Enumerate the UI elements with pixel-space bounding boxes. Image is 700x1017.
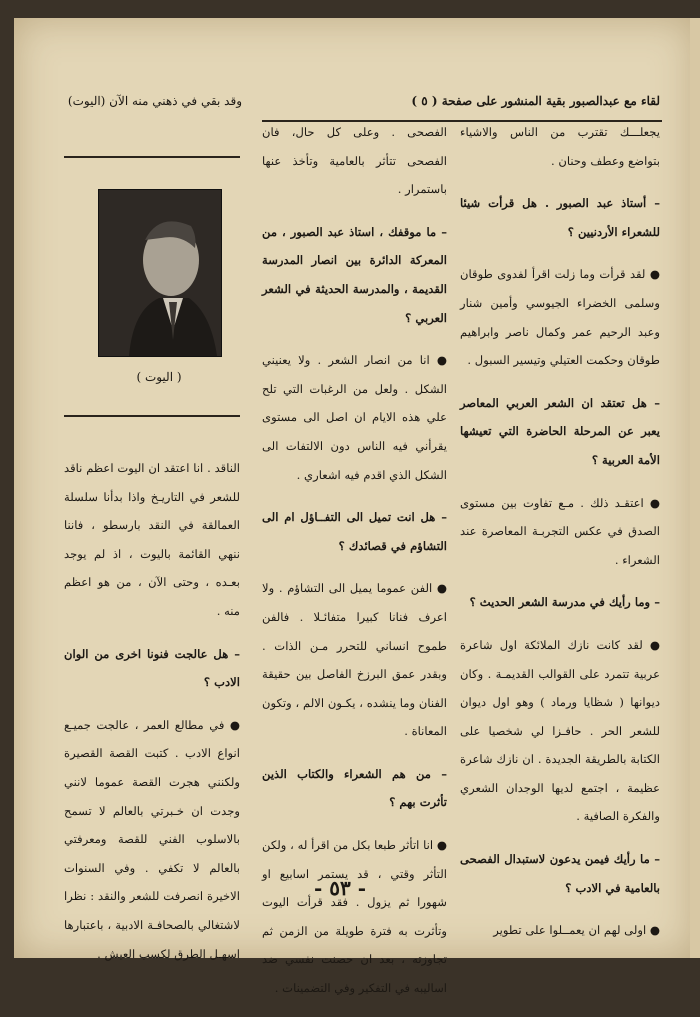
page-edge	[690, 18, 700, 958]
left-col-p0: الناقد . انا اعتقد ان اليوت اعظم ناقد للشعر في التاريـخ واذا بدأنا سلسلة العمالقة في النقد بارسطو ، فاننا ننهي القائمة باليوت ، اذ لم يوجد بعـده ، وحتى الآن ، من هو اعظم منه .	[64, 461, 240, 618]
portrait-photo	[98, 189, 222, 357]
right-col-question-3: – وما رأيك في مدرسة الشعر الحديث ؟	[469, 595, 660, 610]
left-column-rule-top	[64, 156, 240, 158]
photo-caption: ( اليوت )	[136, 370, 182, 384]
header-left: وقد بقي في ذهني منه الآن (اليوت)	[67, 94, 242, 108]
right-col-p0: يجعلـــك تقترب من الناس والاشياء بتواضع وعطف وحنان .	[460, 125, 660, 168]
left-col-question-1: – هل عالجت فنونا اخرى من الوان الادب ؟	[64, 646, 240, 690]
middle-col-question-2: – هل انت تميل الى التفــاؤل ام الى التشاؤم في قصائدك ؟	[262, 510, 447, 553]
left-column-rule-bottom	[64, 415, 240, 417]
middle-col-answer-3: ● انا اتأثر طبعا بكل من اقرأ له ، ولكن التأثر وقتي ، قد يستمر اسابيع او شهورا ثم يزول . فقد قرأت اليوت وتأثرت به فترة طويلة من الزمن ثم تجاوزته ، بعد ان حصنت نفسي ضد اساليبه في التفكير وفي التضمينات .	[262, 838, 447, 996]
right-col-answer-2: ● اعتقـد ذلك . مـع تفاوت بين مستوى الصدق في عكس التجربـة المعاصرة عند الشعراء .	[460, 495, 660, 567]
middle-col-answer-2: ● الفن عموما يميل الى التشاؤم . ولا اعرف فنانا كبيرا متفائـلا . فالفن طموح انساني للتحرر مـن الذات . وبقدر عمق البرزخ الفاصل بين حقيقة الفنان وما ينشده ، يكـون الالم ، وتكون المعاناة .	[262, 581, 447, 739]
header-right: لقاء مع عبدالصبور بقية المنشور على صفحة ( ٥ )	[411, 94, 660, 108]
middle-col-question-3: – من هم الشعراء والكتاب الذين تأثرت بهم ؟	[262, 766, 447, 810]
middle-col-p0: الفصحى . وعلى كل حال، فان الفصحى تتأثر بالعامية وتأخذ عنها باستمرار .	[262, 125, 447, 197]
page-number: - ٥٣ -	[313, 876, 366, 900]
column-left	[64, 454, 240, 982]
right-col-question-1: – أستاذ عبد الصبور . هل قرأت شيئا للشعراء الأردنيين ؟	[460, 196, 660, 239]
right-col-answer-3: ● لقد كانت نازك الملائكة اول شاعرة عربية تتمرد على القوالب القديمـة . وكان ديوانها ( شظايا ورماد ) وهو اول ديوان للشعر الحر . حافـزا لي شخصيا على الكتابة بالطريقة الجديدة . ان نازك شاعرة عظيمة ، اجتمع لديها الوجدان الشعري والفكرة الصافية .	[460, 637, 660, 824]
right-col-question-4: – ما رأيك فيمن يدعون لاستبدال الفصحى بالعامية في الادب ؟	[460, 852, 660, 895]
right-col-answer-1: ● لقد قرأت وما زلت اقرأ لفدوى طوقان وسلمى الخضراء الجيوسي وأمين شنار وعبد الرحيم عمر وكمال ناصر وابراهيم طوقان وحكمت العتيلي وتيسير السبول .	[460, 267, 660, 368]
right-col-question-2: – هل تعتقد ان الشعر العربي المعاصر يعبر عن المرحلة الحاضرة التي تعيشها الأمة العربية ؟	[460, 395, 660, 467]
right-col-answer-4: ● اولى لهم ان يعمــلوا على تطوير	[493, 923, 660, 938]
column-right	[460, 118, 660, 959]
middle-col-question-1: – ما موقفك ، استاذ عبد الصبور ، من المعركة الدائرة بين انصار المدرسة القديمة ، والمدرسة الحديثة في الشعر العربي ؟	[262, 224, 447, 325]
middle-col-answer-1: ● انا من انصار الشعر . ولا يعنيني الشكل . ولعل من الرغبات التي تلح علي هذه الايام ان اصل الى مستوى يقرأني فيه الناس دون الالتفات الى الشكل الذي اقدم فيه اشعاري .	[262, 353, 447, 482]
left-col-answer-1: ● في مطالع العمر ، عالجت جميـع انواع الادب . كتبت القصة القصيرة ولكنني هجرت القصة عموما لانني وجدت ان خـبرتي بالعالم لا تسمح بالاسلوب الفني للقصة ومعرفتي بالعالم لا تكفي . وفي السنوات الاخيرة انصرفت للشعر والنقد : نظرا لاشتغالي بالصحافـة الادبية ، باعتبارها اسهـل الطرق لكسب العيش .	[64, 717, 240, 961]
portrait-illustration	[99, 190, 221, 356]
